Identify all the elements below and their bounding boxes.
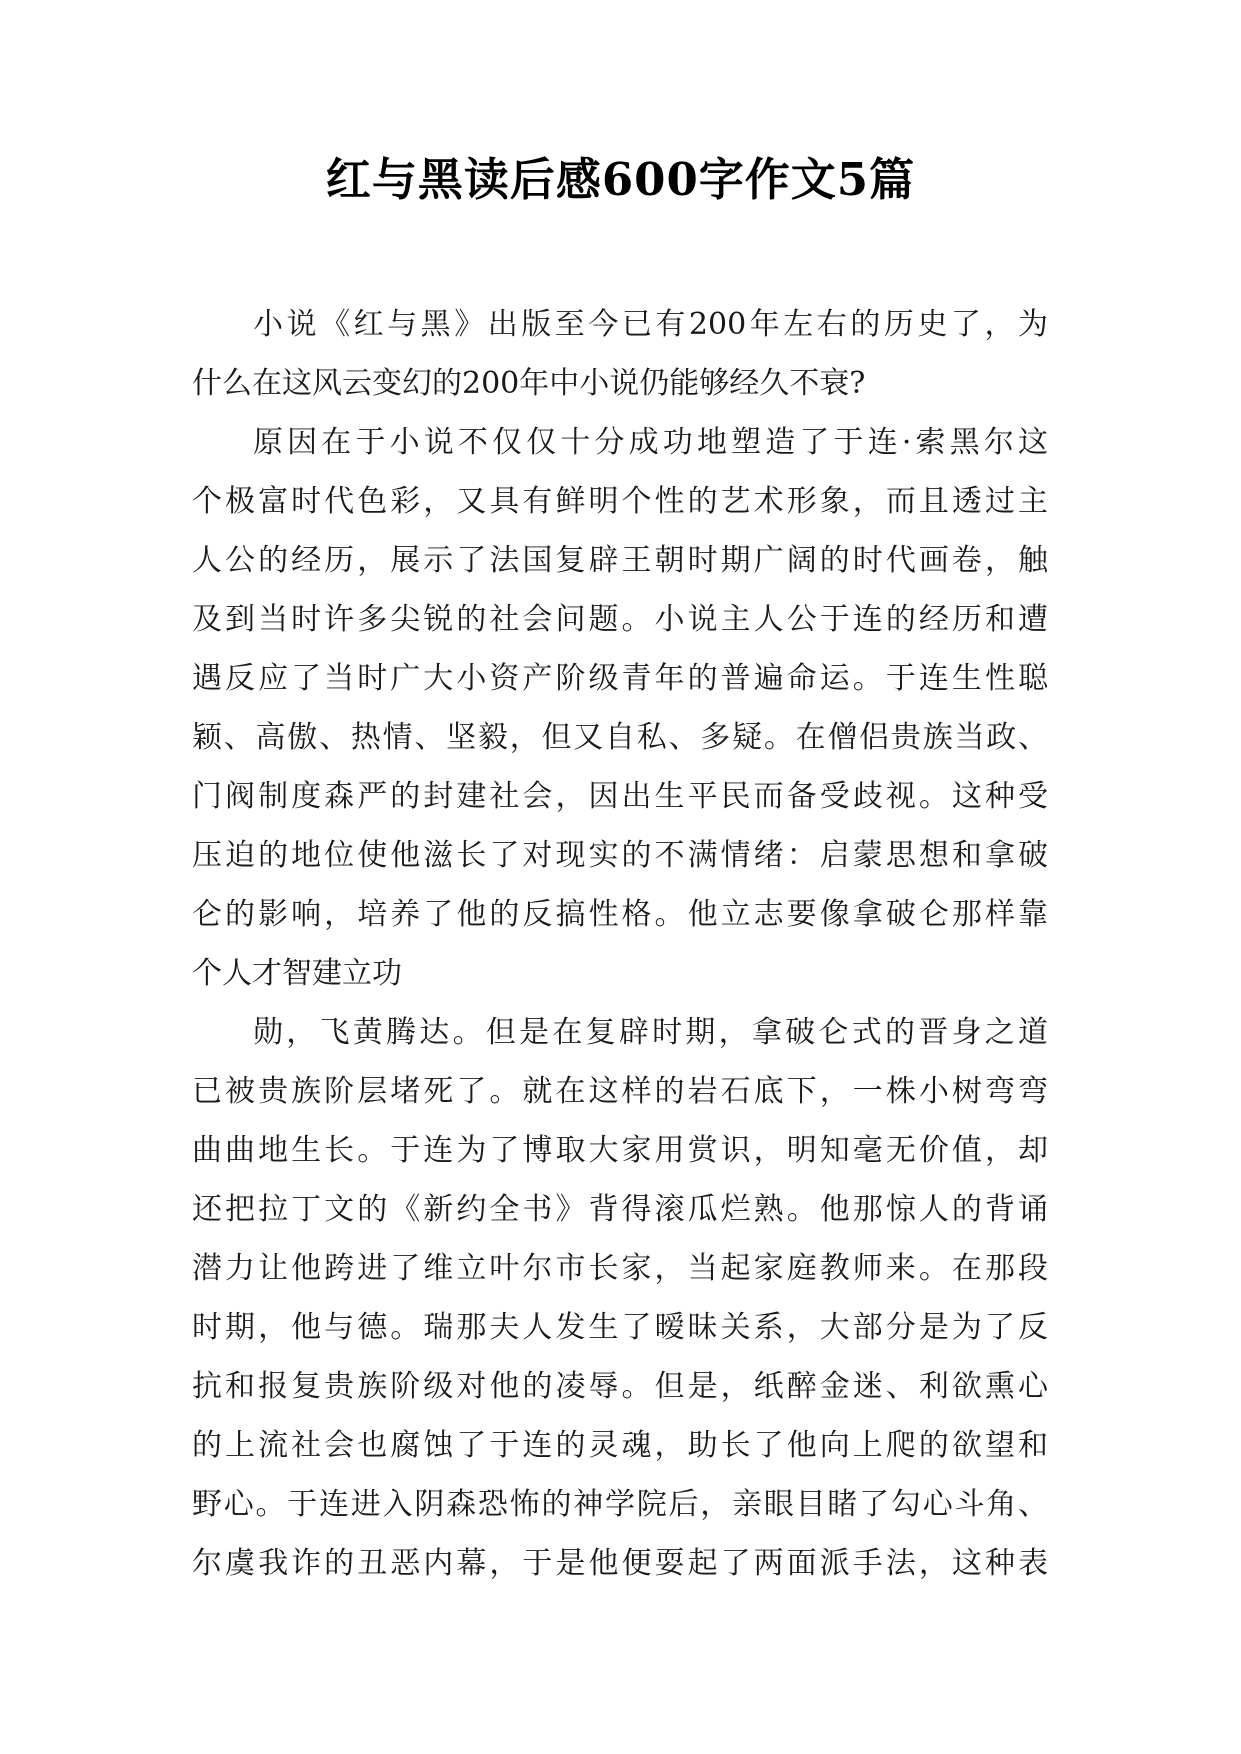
paragraph-line: 门阀制度森严的封建社会，因出生平民而备受歧视。这种受: [192, 779, 1048, 814]
paragraph-line: 遇反应了当时广大小资产阶级青年的普遍命运。于连生性聪: [192, 661, 1048, 696]
paragraph-line: 抗和报复贵族阶级对他的凌辱。但是，纸醉金迷、利欲熏心: [192, 1369, 1048, 1404]
paragraph-line: 勋，飞黄腾达。但是在复辟时期，拿破仑式的晋身之道: [253, 1015, 1048, 1050]
document-title: 红与黑读后感600字作文5篇: [325, 153, 916, 206]
paragraph-line: 已被贵族阶层堵死了。就在这样的岩石底下，一株小树弯弯: [192, 1074, 1048, 1109]
paragraph-2: [192, 413, 1048, 1003]
paragraph-3: [192, 1003, 1048, 1593]
paragraph-line: 及到当时许多尖锐的社会问题。小说主人公于连的经历和遭: [192, 602, 1048, 637]
paragraph-line: 仑的影响，培养了他的反搞性格。他立志要像拿破仑那样靠: [192, 897, 1048, 932]
paragraph-line: 潜力让他跨进了维立叶尔市长家，当起家庭教师来。在那段: [192, 1251, 1048, 1286]
paragraph-line: 什么在这风云变幻的200年中小说仍能够经久不衰?: [192, 366, 866, 401]
paragraph-line: 个极富时代色彩，又具有鲜明个性的艺术形象，而且透过主: [192, 484, 1048, 519]
paragraph-line: 颖、高傲、热情、坚毅，但又自私、多疑。在僧侣贵族当政、: [192, 720, 1048, 755]
document-body: [192, 295, 1048, 1593]
paragraph-line: 个人才智建立功: [192, 956, 402, 991]
paragraph-line: 人公的经历，展示了法国复辟王朝时期广阔的时代画卷，触: [192, 543, 1048, 578]
paragraph-line: 压迫的地位使他滋长了对现实的不满情绪：启蒙思想和拿破: [192, 838, 1048, 873]
paragraph-line: 野心。于连进入阴森恐怖的神学院后，亲眼目睹了勾心斗角、: [192, 1487, 1048, 1522]
paragraph-1: [192, 295, 1048, 413]
paragraph-line: 小说《红与黑》出版至今已有200年左右的历史了，为: [253, 307, 1048, 342]
paragraph-line: 曲曲地生长。于连为了博取大家用赏识，明知毫无价值，却: [192, 1133, 1048, 1168]
paragraph-line: 还把拉丁文的《新约全书》背得滚瓜烂熟。他那惊人的背诵: [192, 1192, 1048, 1227]
paragraph-line: 尔虞我诈的丑恶内幕，于是他便耍起了两面派手法，这种表: [192, 1546, 1048, 1581]
paragraph-line: 的上流社会也腐蚀了于连的灵魂，助长了他向上爬的欲望和: [192, 1428, 1048, 1463]
paragraph-line: 时期，他与德。瑞那夫人发生了暧昧关系，大部分是为了反: [192, 1310, 1048, 1345]
paragraph-line: 原因在于小说不仅仅十分成功地塑造了于连·索黑尔这: [253, 425, 1048, 460]
